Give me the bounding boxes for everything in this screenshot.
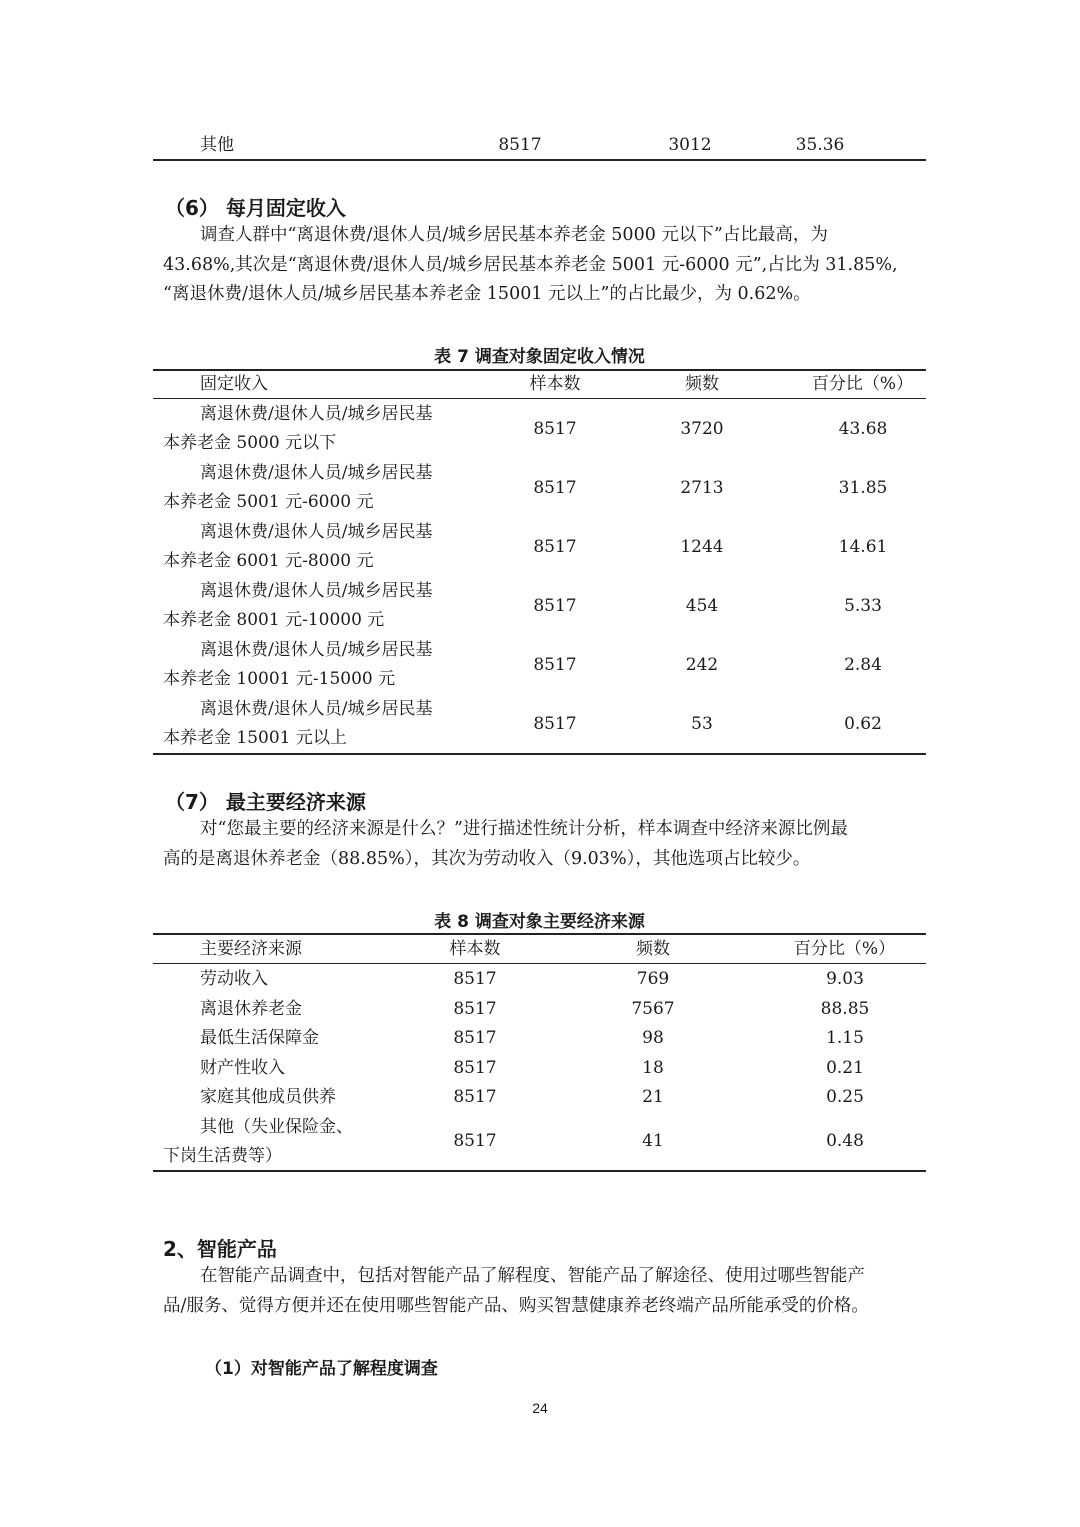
table8-row-pct: 9.03: [826, 969, 864, 989]
table8-header-source: 主要经济来源: [200, 939, 302, 959]
top-row-pct: 35.36: [795, 135, 845, 155]
table7-row-sample: 8517: [533, 655, 577, 675]
table7-row-label-line1: 离退休费/退休人员/城乡居民基: [200, 699, 433, 719]
table8-caption: 表 8 调查对象主要经济来源: [434, 912, 645, 932]
table8-row-freq: 7567: [631, 999, 675, 1019]
table7-row-pct: 2.84: [844, 655, 882, 675]
top-row-freq: 3012: [668, 135, 712, 155]
table7-top-rule: [153, 369, 926, 371]
table7-row-freq: 454: [685, 596, 719, 616]
table8-row-label: 家庭其他成员供养: [200, 1087, 336, 1107]
table8-row-pct: 1.15: [826, 1028, 864, 1048]
table7-header-income: 固定收入: [200, 374, 268, 394]
table7-row-pct: 5.33: [844, 596, 882, 616]
table7-row-label-line2: 本养老金 6001 元-8000 元: [163, 551, 374, 571]
table7-row-freq: 53: [691, 714, 713, 734]
table8-row-freq: 21: [642, 1087, 664, 1107]
table7-row-sample: 8517: [533, 419, 577, 439]
section6-line-2: 43.68%,其次是“离退休费/退休人员/城乡居民基本养老金 5001 元-6000 元”,占比为 31.85%,: [163, 255, 898, 275]
table8-bottom-rule: [153, 1170, 926, 1172]
table7-row-pct: 31.85: [838, 478, 888, 498]
table7-row-label-line1: 离退休费/退休人员/城乡居民基: [200, 640, 433, 660]
table8-row-freq: 98: [642, 1028, 664, 1048]
top-row-label: 其他: [200, 135, 234, 155]
table8-row-label: 离退休养老金: [200, 999, 302, 1019]
table7-row-sample: 8517: [533, 537, 577, 557]
table7-bottom-rule: [153, 753, 926, 755]
table7-row-label-line2: 本养老金 8001 元-10000 元: [163, 610, 385, 630]
section7-title: （7） 最主要经济来源: [165, 790, 366, 814]
table8-row-pct: 0.48: [826, 1131, 864, 1151]
table7-row-pct: 43.68: [838, 419, 888, 439]
table7-row-label-line2: 本养老金 5000 元以下: [163, 433, 337, 453]
table8-row-label-line1: 其他（失业保险金、: [200, 1117, 353, 1137]
table7-row-label-line2: 本养老金 5001 元-6000 元: [163, 492, 374, 512]
table7-header-rule: [153, 398, 926, 399]
table8-row-freq: 41: [642, 1131, 664, 1151]
table8-row-pct: 88.85: [820, 999, 870, 1019]
table7-row-label-line1: 离退休费/退休人员/城乡居民基: [200, 404, 433, 424]
table7-header-pct: 百分比（%）: [811, 374, 914, 394]
table8-row-freq: 769: [636, 969, 670, 989]
table7-row-freq: 3720: [680, 419, 724, 439]
table8-header-freq: 频数: [636, 939, 670, 959]
table8-row-sample: 8517: [453, 969, 497, 989]
top-table-bottom-rule: [153, 159, 926, 161]
table8-row-label: 财产性收入: [200, 1058, 285, 1078]
section7-line-1: 对“您最主要的经济来源是什么？”进行描述性统计分析，样本调查中经济来源比例最: [200, 819, 848, 839]
table8-row-pct: 0.21: [826, 1058, 864, 1078]
table7-row-pct: 14.61: [838, 537, 888, 557]
table7-caption: 表 7 调查对象固定收入情况: [434, 347, 645, 367]
table7-row-freq: 1244: [680, 537, 724, 557]
table7-row-label-line2: 本养老金 10001 元-15000 元: [163, 669, 396, 689]
section7-line-2: 高的是离退休养老金（88.85%），其次为劳动收入（9.03%），其他选项占比较少。: [163, 849, 811, 869]
page-number: 24: [532, 1400, 548, 1416]
table8-row-label: 最低生活保障金: [200, 1028, 319, 1048]
table8-top-rule: [153, 933, 926, 935]
table7-row-label-line1: 离退休费/退休人员/城乡居民基: [200, 463, 433, 483]
table7-row-sample: 8517: [533, 596, 577, 616]
table8-row-sample: 8517: [453, 1087, 497, 1107]
table7-row-pct: 0.62: [844, 714, 882, 734]
section-smart-line-2: 品/服务、觉得方便并还在使用哪些智能产品、购买智慧健康养老终端产品所能承受的价格。: [163, 1296, 869, 1316]
table7-row-freq: 2713: [680, 478, 724, 498]
table8-row-pct: 0.25: [826, 1087, 864, 1107]
table8-header-sample: 样本数: [449, 939, 501, 959]
table8-row-label-line2: 下岗生活费等）: [163, 1146, 282, 1166]
table8-row-freq: 18: [642, 1058, 664, 1078]
table8-header-rule: [153, 963, 926, 964]
table7-header-sample: 样本数: [529, 374, 581, 394]
section6-line-1: 调查人群中“离退休费/退休人员/城乡居民基本养老金 5000 元以下”占比最高，为: [200, 225, 828, 245]
table7-row-label-line1: 离退休费/退休人员/城乡居民基: [200, 581, 433, 601]
section-smart-subtitle: （1）对智能产品了解程度调查: [205, 1359, 438, 1379]
table7-header-freq: 频数: [685, 374, 719, 394]
table7-row-sample: 8517: [533, 478, 577, 498]
top-row-sample: 8517: [498, 135, 542, 155]
section6-title: （6） 每月固定收入: [165, 196, 346, 220]
table7-row-sample: 8517: [533, 714, 577, 734]
section-smart-line-1: 在智能产品调查中，包括对智能产品了解程度、智能产品了解途径、使用过哪些智能产: [200, 1266, 865, 1286]
section-smart-title: 2、智能产品: [163, 1237, 277, 1261]
table8-row-sample: 8517: [453, 1058, 497, 1078]
table8-row-sample: 8517: [453, 999, 497, 1019]
table8-row-sample: 8517: [453, 1131, 497, 1151]
table8-row-sample: 8517: [453, 1028, 497, 1048]
table7-row-label-line1: 离退休费/退休人员/城乡居民基: [200, 522, 433, 542]
table8-row-label: 劳动收入: [200, 969, 268, 989]
table7-row-label-line2: 本养老金 15001 元以上: [163, 728, 347, 748]
table7-row-freq: 242: [685, 655, 719, 675]
table8-header-pct: 百分比（%）: [793, 939, 896, 959]
section6-line-3: “离退休费/退休人员/城乡居民基本养老金 15001 元以上”的占比最少，为 0.62%。: [163, 284, 811, 304]
